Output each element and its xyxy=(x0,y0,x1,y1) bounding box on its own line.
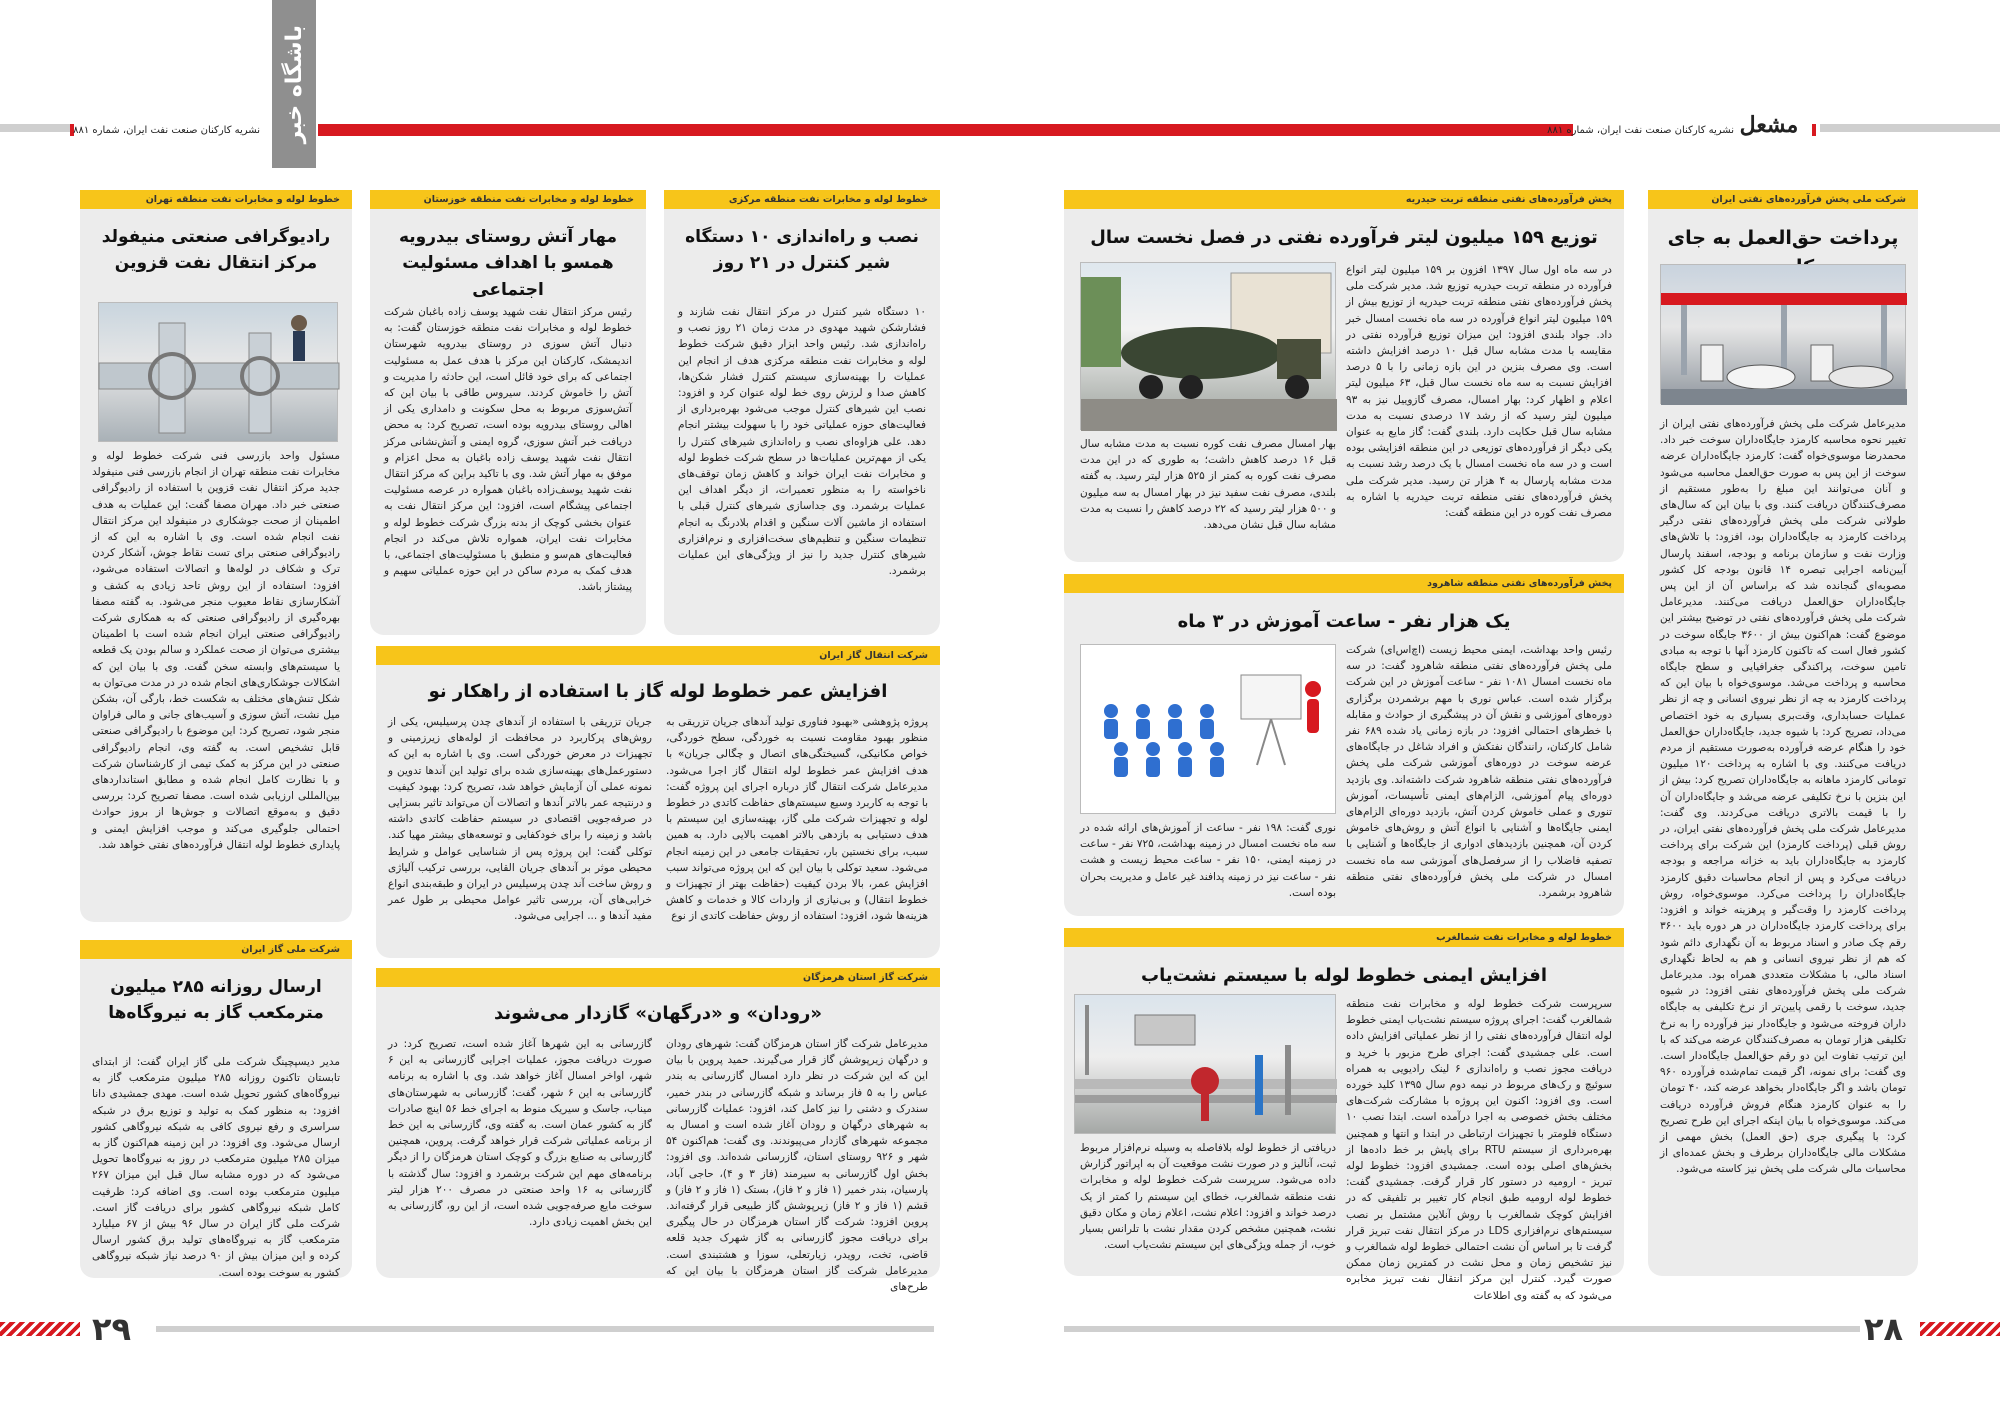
footer-rule-right xyxy=(1064,1326,1860,1332)
article-category: خطوط لوله و مخابرات نفت شمالغرب xyxy=(1064,928,1624,947)
article-category: پخش فرآورده‌های نفتی منطقه تربت حیدریه xyxy=(1064,190,1624,209)
article-title: پرداخت حق‌العمل به جای xyxy=(1667,227,1899,249)
header-rule-right xyxy=(1820,124,2000,132)
article-category: شرکت انتقال گاز ایران xyxy=(376,646,940,665)
training-illustration xyxy=(1080,644,1336,814)
article-body-left: جریان تزریقی با استفاده از آندهای چدن پرسیلیس، یکی از روش‌های پرکاربرد در محافظت از لوله‌های زیرزمینی و تجهیزات در معرض خوردگی است. وی با اشاره به این که دستورعمل‌های بهینه‌سازی شده برای تولید این آندها تدوین و نمونه عملی آن آزمایش خواهد شد، تصریح کرد: بهبود کیفیت و درنتیجه عمر بالاتر آندها و اتصالات آن می‌تواند تاثیر بسزایی در صرفه‌جویی اقتصادی در سیستم حفاظت کاتدی داشته باشد و زمینه را برای خودکفایی و توسعه‌های بیشتر مهیا کند. توکلی گفت: این پروژه پس از شناسایی عوامل و شرایط محیطی موثر بر آندهای جریان القایی، بررسی ترکیب آلیاژی و روش ساخت آند چدن پرسیلیس در ایران و طبقه‌بندی انواع خرابی‌های آن، بررسی تاثیر عوامل محیطی بر طول عمر مفید آندها و ... اجرایی می‌شود. xyxy=(388,716,652,923)
article-body-left: نوری گفت: ۱۹۸ نفر - ساعت از آموزش‌های ارائه شده در سه ماه نخست امسال در زمینه بهداشت، ۷۲۵ نفر - ساعت در زمینه ایمنی، ۱۵۰ نفر - ساعت محیط زیست و هشت نفر - ساعت نیز در زمینه پدافند غیر عامل و مدیریت بحران بوده است. xyxy=(1080,822,1336,899)
article-rudan xyxy=(376,968,940,1294)
article-training xyxy=(1064,574,1624,916)
article-body: مدیرعامل شرکت ملی پخش فرآورده‌های نفتی ایران از تغییر نحوه محاسبه کارمزد جایگاه‌داران سوخت خبر داد. محمدرضا موسوی‌خواه گفت: کارمزد جایگاه‌داران عرضه سوخت از این پس به صورت حق‌العمل محاسبه می‌شود و آنان می‌توانند این مبلغ را به‌طور مستقیم از مصرف‌کنندگان دریافت کنند. وی با بیان این که سال‌های طولانی شرکت ملی پخش فرآورده‌های نفتی درگیر پرداخت کارمزد به جایگاه‌داران بود، افزود: با تلاش‌های وزارت نفت و سازمان برنامه و بودجه، اسفند پارسال آیین‌نامه اجرایی تبصره ۱۴ قانون بودجه کل کشور مصوبه‌ای گنجانده شد که براساس آن از این پس جایگاه‌داران حق‌العمل دریافت می‌کنند. مدیرعامل شرکت ملی پخش فرآورده‌های نفتی در توضیح بیشتر این موضوع گفت: هم‌اکنون بیش از ۳۶۰۰ جایگاه سوخت در کشور فعال است که تاکنون کارمزد آنها با توجه به مبادی تامین سوخت، پراکندگی جغرافیایی و سطح جایگاه محاسبه و پرداخت می‌شد. موسوی‌خواه با بیان این که پرداخت کارمزد به چه‌ از نظر نیروی انسانی و چه از نظر عملیات حسابداری، وقت‌بری بسیاری به خود اختصاص می‌داد، تصریح کرد: با شیوه جدید، جایگاه‌داران حق‌العمل خود را هنگام عرضه فرآورده به‌صورت مستقیم از مردم دریافت می‌کنند. وی با اشاره به پرداخت ۱۲۰ میلیون تومانی کارمزد ماهانه به جایگاه‌داران تصریح کرد: بیش از این بنزین با نرخ تکلیفی عرضه می‌شد و جایگاه‌داران آن را با قیمت بالاتری دریافت می‌کردند. وی گفت: مدیرعامل شرکت ملی پخش فرآورده‌های نفتی ایران، در روش قبلی (پرداخت کارمزد) این شرکت برای پرداخت کارمزد به جایگاه‌داران باید به خزانه مراجعه و بودجه دریافت می‌کرد و پس از انجام محاسبات دقیق کارمزد جایگاه‌داران را پرداخت می‌کرد. موسوی‌خواه، روش پرداخت کارمزد را وقت‌گیر و پرهزینه خواند و افزود: برای پرداخت کارمزد جایگاه‌داران در هر دوره باید ۳۶۰۰ رقم چک صادر و اسناد مربوط به آن نگهداری دائم شود که هم از نظر نیروی انسانی و هم به لحاظ نگهداری اسناد مالی، با مشکلات متعددی همراه بود. مدیرعامل شرکت ملی پخش فرآورده‌های نفتی افزود: در شیوه جدید، سوخت با رقمی پایین‌تر از نرخ تکلیفی به جایگاه داران فروخته می‌شود و جایگاه‌دار نیز فرآورده را به نرخ تکلیفی هزار تومان به مصرف‌کنندگان عرضه می‌کند که با این ترتیب تفاوت این دو رقم حق‌العمل جایگاه‌دار است. وی گفت: برای نمونه، اگر قیمت تمام‌شده فرآورده ۹۶۰ تومان باشد و اگر جایگاه‌دار بخواهد عرضه کند، ۴۰ تومان را به عنوان کارمزد هنگام فروش فرآورده دریافت می‌کند. موسوی‌خواه با بیان اینکه اجرای این طرح تصریح کرد: با پیگیری جری (حق العمل) بخش مهمی از مشکلات مالی جایگاه‌داران برطرف و بخش عمده‌ای از محاسبات مالی شرکت ملی پخش نیز کاسته می‌شود. xyxy=(1660,418,1906,1176)
article-category: خطوط لوله و مخابرات نفت منطقه خوزستان xyxy=(370,190,646,209)
article-title: افزایش عمر خطوط لوله گاز با استفاده از راهکار نو xyxy=(428,681,888,702)
article-body: رئیس مرکز انتقال نفت شهید یوسف زاده باغبان شرکت خطوط لوله و مخابرات نفت منطقه خوزستان گفت: به دنبال آتش سوزی در روستای بیدرویه شهرستان اندیمشک، کارکنان این مرکز با هدف عمل به مسئولیت اجتماعی که برای خود قائل است، این حادثه را مدیریت و آتش را خاموش کردند. سیروس طاقی با بیان این که آتش‌سوزی مربوط به محل سکونت و دامداری یکی از اهالی روستای بیدرویه بوده است، تصریح کرد: به محض دریافت خبر آتش سوزی، گروه ایمنی و آتش‌نشانی مرکز انتقال نفت شهید یوسف زاده باغبان به محل اعزام و موفق به مهار آتش شد. وی با تاکید براین که مرکز انتقال نفت شهید یوسف‌زاده باغبان همواره در عرصه مسئولیت اجتماعی پیشگام است، افزود: این مرکز انتقال نفت به عنوان بخشی کوچک از بدنه بزرگ شرکت خطوط لوله و مخابرات نفت ایران، همواره تلاش می‌کند در انجام فعالیت‌های هم‌سو و منطبق با مسئولیت‌های اجتماعی، با هدف کمک به مردم ساکن در این حوزه عملیاتی سهیم و پیشتاز باشد. xyxy=(384,306,632,594)
article-category: شرکت ملی پخش فرآورده‌های نفتی ایران xyxy=(1648,190,1918,209)
article-title: یک هزار نفر - ساعت آموزش در ۳ ماه xyxy=(1177,611,1511,632)
article-title: افزایش ایمنی خطوط لوله با سیستم نشت‌یاب xyxy=(1141,965,1547,986)
tanker-truck-photo xyxy=(1080,262,1336,430)
article-body-right: مدیرعامل شرکت گاز استان هرمزگان گفت: شهرهای رودان و درگهان زیرپوشش گاز قرار می‌گیرند. حمید پروین با بیان این که این شرکت در نظر دارد امسال گازرسانی به بندر عباس را به ۵ فاز برساند و شبکه گازرسانی در بندر خمیر، سندرک و دشتی را نیز کامل کند، افزود: عملیات گازرسانی به شهرهای درگهان و رودان آغاز شده است و امسال به مجموعه شهرهای گازدار می‌پیوندند. وی گفت: هم‌اکنون ۵۴ شهر و ۹۲۶ روستای استان، گازرسانی شده‌اند. وی افزود: بخش اول گازرسانی به سیرمند (فاز ۳ و ۴)، حاجی آباد، پارسیان، بندر خمیر (۱ فاز و ۲ فاز)، بستک (۱ فاز و ۲ فاز) و قشم (۱ فاز و ۲ فاز) زیرپوشش گاز طبیعی قرار گرفته‌اند. پروین افزود: شرکت گاز استان هرمزگان در حال پیگیری برای دریافت مجوز گازرسانی به گاز شهرک جدید قلعه قاضی، تخت، رویدر، زیارتعلی، سوزا و هشتبندی است. مدیرعامل شرکت گاز استان هرمزگان با بیان این که طرح‌های xyxy=(666,1038,929,1294)
article-wages xyxy=(1648,190,1918,1276)
gas-station-photo xyxy=(1660,264,1906,404)
article-title: ارسال روزانه ۲۸۵ میلیون مترمکعب گاز به نیروگاه‌ها xyxy=(108,977,324,1024)
article-title: رادیوگرافی صنعتی منیفولد مرکز انتقال نفت قزوین xyxy=(101,227,331,274)
article-title: مهار آتش روستای بیدرویه همسو با اهداف مسئولیت اجتماعی xyxy=(398,227,618,300)
manifold-photo xyxy=(98,302,338,442)
section-tab-label: باشگاه خبر xyxy=(281,24,307,144)
article-body: ۱۰ دستگاه شیر کنترل در مرکز انتقال نفت شازند و فشارشکن شهید مهدوی در مدت زمان ۲۱ روز نصب و راه‌اندازی شد. رئیس واحد ابزار دقیق شرکت خطوط لوله و مخابرات نفت منطقه مرکزی هدف از انجام این عملیات را بهینه‌سازی سیستم کنترل فشار شکن‌ها، کاهش صدا و لرزش روی خط لوله عنوان کرد و افزود: نصب این شیرهای کنترل موجب می‌شود بهره‌برداری از فعالیت‌های حوزه عملیاتی خود را با سهولت بیشتر انجام دهد. علی هزاوه‌ای نصب و راه‌اندازی شیرهای کنترل را یکی از مهم‌ترین عملیات‌ها در سطح شرکت خطوط لوله و مخابرات نفت ایران خواند و کاهش زمان توقف‌های ناخواسته را به منظور تعمیرات، از دیگر اهداف این عملیات برشمرد. وی جداسازی شیرهای کنترل قبلی با استفاده از ماشین آلات سنگین و اقدام بلادرنگ به انجام تنظیمات سنگین و تنظیم‌های سخت‌افزاری و نرم‌افزاری شیرهای کنترل جدید را نیز از ویژگی‌های این عملیات برشمرد. xyxy=(678,306,926,578)
article-fire xyxy=(370,190,646,635)
article-category: خطوط لوله و مخابرات نفت منطقه تهران xyxy=(80,190,352,209)
article-body-right: رئیس واحد بهداشت، ایمنی محیط زیست (اچ‌اس‌ای) شرکت ملی پخش فرآورده‌های نفتی منطقه شاهرود گفت: در سه ماه نخست امسال ۱۰۸۱ نفر - ساعت آموزش در این شرکت برگزار شده است. عباس نوری با مهم برشمردن برگزاری دوره‌های آموزشی و نقش آن در پیشگیری از حوادث و مقابله با خطرهای احتمالی افزود: در بازه زمانی یاد شده ۶۸۹ نفر شامل کارکنان، رانندگان نفتکش و افراد شاغل در جایگاه‌های عرضه سوخت در دوره‌های آموزشی شرکت ملی پخش فرآورده‌های نفتی منطقه شاهرود شرکت داشته‌اند. وی بازدید دوره‌ای پیام آموزشی، الزام‌های ایمنی تأسیسات، آموزش تنوری و عملی خاموش کردن آتش، بازدید دوره‌ای الزام‌های ایمنی جایگاه‌ها و آشنایی با انواع آتش و روش‌های خاموش کردن آن، همچنین بازدیدهای ادواری از جایگاه‌ها و آشنایی با تصفیه فاضلاب را از سرفصل‌های آموزشی سه ماه نخست امسال در شرکت ملی پخش فرآورده‌های نفتی منطقه شاهرود برشمرد. xyxy=(1346,644,1613,900)
article-gas-pipeline xyxy=(376,646,940,958)
article-category: شرکت گاز استان هرمزگان xyxy=(376,968,940,987)
article-gas-plants xyxy=(80,940,352,1278)
article-body: مسئول واحد بازرسی فنی شرکت خطوط لوله و مخابرات نفت منطقه تهران از انجام بازرسی فنی منیفولد جدید مرکز انتقال نفت قزوین با استفاده از رادیوگرافی صنعتی خبر داد. مهران مصفا گفت: این عملیات به هدف اطمینان از صحت جوشکاری در منیفولد این مرکز انتقال نفت انجام شده است. وی با اشاره به این که از رادیوگرافی صنعتی برای تست نقاط جوش، آشکار کردن ترک و شکاف در لوله‌ها و اتصالات استفاده می‌شود، افزود: استفاده از این روش تاحد زیادی به کشف و آشکارسازی نقاط معیوب منجر می‌شود. به گفته مصفا بهره‌گیری از رادیوگرافی صنعتی که به همکاری شرکت رادیوگرافی صنعتی ایران انجام شده است با اطمینان بیشتری می‌توان از صحت عملکرد و سالم بودن یک قطعه یا سیستم‌های وابسته سخن گفت. وی با بیان این که اشکالات جوشکاری‌های انجام شده در در مدت می‌توان به شکل تنش‌های مختلف به شکست خط، بارگی آن، بشکن میل نشت، آتش سوزی و آسیب‌های جانی و مالی فراوان منجر شود، تصریح کرد: این موضوع با رادیوگرافی صنعتی قابل تشخیص است. به گفته وی، انجام رادیوگرافی صنعتی در این مرکز به کمک تیمی از کارشناسان شرکت و با نظارت کامل انجام شده و مطابق استانداردهای بین‌المللی ارزیابی شده است. مصفا تصریح کرد: بررسی دقیق و به‌موقع اتصالات و جوش‌ها از بروز حوادث احتمالی جلوگیری می‌کند و موجب افزایش ایمنی و پایداری خطوط لوله انتقال فرآورده‌های نفتی خواهد شد. xyxy=(92,450,340,851)
article-category: شرکت ملی گاز ایران xyxy=(80,940,352,959)
header-red-bar-center xyxy=(318,124,1573,136)
article-category: خطوط لوله و مخابرات نفت منطقه مرکزی xyxy=(664,190,940,209)
article-title: «رودان» و «درگهان» گازدار می‌شوند xyxy=(493,1003,823,1024)
section-tab xyxy=(272,0,316,168)
article-pipeline-safety xyxy=(1064,928,1624,1302)
footer-stripe-left xyxy=(0,1322,80,1336)
header-publication-left: نشریه کارکنان صنعت نفت ایران، شماره ۸۸۱ xyxy=(73,125,260,136)
article-category: پخش فرآورده‌های نفتی منطقه شاهرود xyxy=(1064,574,1624,593)
article-body-right: پروژه پژوهشی «بهبود فناوری تولید آندهای جریان تزریقی به منظور بهبود مقاومت نسبت به خوردگی، سطح خوردگی، خواص مکانیکی، گسیختگی‌های اتصال و چگالی جریان» با هدف افزایش عمر خطوط لوله انتقال گاز اجرا می‌شود. مدیرعامل شرکت انتقال گاز درباره اجرای این پروژه گفت: با توجه به کاربرد وسیع سیستم‌های حفاظت کاتدی در خطوط لوله و تجهیزات شرکت ملی گاز، بهینه‌سازی این سیستم با هدف دستیابی به بازدهی بالاتر اهمیت بالایی دارد. به همین سبب، برای نخستین بار، تحقیقات جامعی در این زمینه انجام می‌شود. سعید توکلی با بیان این که این پروژه می‌تواند سبب افزایش عمر، بالا بردن کیفیت (حفاظت بهتر از تجهیزات و خطوط انتقال) و بی‌نیازی از واردات کالا و خدمات و کاهش هزینه‌ها شود، افزود: استفاده از روش حفاظت کاتدی از نوع xyxy=(666,716,928,923)
article-title: نصب و راه‌اندازی ۱۰ دستگاه شیر کنترل در ۲۱ روز xyxy=(685,227,919,274)
article-valves xyxy=(664,190,940,635)
article-body: مدیر دیسپچینگ شرکت ملی گاز ایران گفت: از ابتدای تابستان تاکنون روزانه ۲۸۵ میلیون مترمکعب گاز به نیروگاه‌های کشور تحویل شده است. مهدی جمشیدی دانا افزود: به منظور کمک به تولید و توزیع برق در شبکه سراسری و رفع نیروی کافی به شبکه نیروگاهی کشور ارسال می‌شود. وی افزود: در این زمینه هم‌اکنون گاز به میزان ۲۸۵ میلیون مترمکعب در روز به نیروگاه‌ها تحویل می‌شود که در دوره مشابه سال قبل این میزان ۲۶۷ میلیون مترمکعب بوده است. وی اضافه کرد: ظرفیت کامل شبکه نیروگاهی کشور برای دریافت گاز است. شرکت ملی گاز ایران در سال ۹۶ بیش از ۶۷ میلیارد مترمکعب گاز به نیروگاه‌های تولید برق کشور ارسال کرده و این میزان بیش از ۹۰ درصد نیاز شبکه نیروگاهی کشور به سوخت بوده است. xyxy=(92,1056,340,1279)
article-distribution xyxy=(1064,190,1624,562)
article-body-right: سرپرست شرکت خطوط لوله و مخابرات نفت منطقه شمالغرب گفت: اجرای پروژه سیستم نشت‌یاب ایمنی خطوط لوله انتقال فرآورده‌های نفتی را از نظر عملیاتی افزایش داده است. علی جمشیدی گفت: اجرای طرح مزبور با خرید و دریافت مجوز نصب و راه‌اندازی ۶ لینک رادیویی به همراه سوئیچ و رک‌های مربوط در نیمه دوم سال ۱۳۹۵ کلید خورده است. وی افزود: اکنون این پروژه با مشارکت شرکت‌های مختلف بخش خصوصی به اجرا درآمده است. ابتدا نصب ۱۰ دستگاه فلومتر با تجهیزات ارتباطی در ابتدا و انتها و همچنین بهره‌برداری از سیستم RTU برای پایش بر خط داده‌ها از بخش‌های اصلی بوده است. جمشیدی افزود: خطوط لوله تبریز - ارومیه در دستور کار قرار گرفت. جمشیدی گفت: خطوط لوله ارومیه طبق انجام کار تغییر بر تلفیقی که در افزایش کوچک شمالغرب با روش آنلاین مشتمل بر نصب سیستم‌های نرم‌افزاری LDS در مرکز انتقال نفت تبریز قرار گرفت تا بر اساس آن نشت احتمالی خطوط لوله شمالغرب و نیز تشخیص زمان و محل نشت در کمترین زمان ممکن صورت گیرد. کنترل این مرکز انتقال نفت تبریز مخابره می‌شود که به گفته وی اطلاعات xyxy=(1346,998,1613,1302)
header-rule-left xyxy=(0,124,70,132)
header-publication-right: نشریه کارکنان صنعت نفت ایران، شماره ۸۸۱ xyxy=(1547,125,1734,136)
article-radiography xyxy=(80,190,352,922)
article-body-left: دریافتی از خطوط لوله بلافاصله به وسیله نرم‌افزار مربوط ثبت، آنالیز و در صورت نشت موقعیت آن به اپراتور گزارش داده می‌شود. سرپرست شرکت خطوط لوله و مخابرات نفت منطقه شمالغرب، خطای این سیستم را کمتر از یک درصد خواند و افزود: اعلام نشت، اعلام زمان و مکان دقیق نشت، همچنین مشخص کردن مقدار نشت با تلرانس بسیار خوب، از جمله ویژگی‌های این سیستم نشت‌یاب است. xyxy=(1080,1142,1336,1252)
article-body-right: در سه ماه اول سال ۱۳۹۷ افزون بر ۱۵۹ میلیون لیتر انواع فرآورده در منطقه تربت حیدریه توزیع شد. مدیر شرکت ملی پخش فرآورده‌های نفتی منطقه تربت حیدریه از توزیع بیش از ۱۵۹ میلیون لیتر انواع فرآورده در سه ماه نخست امسال خبر داد. جواد بلندی افزود: این میزان توزیع فرآورده نفتی در مقایسه با مدت مشابه سال قبل ۱۰ درصد افزایش داشته است. وی مصرف بنزین در این بازه زمانی را با ۵ درصد افزایش نسبت به سه ماه نخست سال قبل، ۶۳ میلیون لیتر اعلام و اظهار کرد: بهار امسال، مصرف گازوییل نیز به ۹۳ میلیون لیتر رسید که از رشد ۱۷ درصدی نسبت به مدت مشابه سال قبل حکایت دارد. بلندی گفت: گاز مایع به عنوان یکی دیگر از فرآورده‌های توزیعی در این منطقه افزایشی بوده است و در سه ماه نخست امسال با یک درصد رشد نسبت به مدت مشابه پارسال به ۴ هزار تن رسید. مدیر شرکت ملی پخش فرآورده‌های نفتی منطقه تربت حیدریه با اشاره به مصرف نفت کوره در این منطقه گفت: xyxy=(1346,264,1613,520)
article-title: توزیع ۱۵۹ میلیون لیتر فرآورده نفتی در فصل نخست سال xyxy=(1090,227,1598,248)
article-body-left: گازرسانی به این شهرها آغاز شده است، تصریح کرد: در صورت دریافت مجوز، عملیات اجرایی گازرسانی به این ۶ شهر، اواخر امسال آغاز خواهد شد. وی با اشاره به برنامه گازرسانی به این ۶ شهر، گفت: گازرسانی به شهرستان‌های میناب، جاسک و سیریک منوط به اجرای خط ۵۶ اینچ صادرات گاز به کشور عمان است. به گفته وی، گازرسانی به این خط از برنامه عملیاتی شرکت قرار خواهد گرفت. پروین، همچنین گازرسانی به صنایع بزرگ و کوچک استان هرمزگان را از دیگر برنامه‌های مهم این شرکت برشمرد و افزود: سال گذشته با گازرسانی به ۱۶ واحد صنعتی در مصرف ۲۰۰ هزار لیتر سوخت مایع صرفه‌جویی شده است، از این رو، گازرسانی به این بخش اهمیت زیادی دارد. xyxy=(388,1038,653,1229)
header-red-bar-right xyxy=(1812,124,1816,136)
article-body-left: بهار امسال مصرف نفت کوره نسبت به مدت مشابه سال قبل ۱۶ درصد کاهش داشت؛ به طوری که در این مدت مصرف نفت کوره به کمتر از ۵۲۵ هزار لیتر رسید. به گفته بلندی، مصرف نفت سفید نیز در بهار امسال به سه میلیون و ۵۰۰ هزار لیتر رسید که ۲۲ درصد کاهش را نسبت به مدت مشابه سال قبل نشان می‌دهد. xyxy=(1080,438,1337,532)
footer-rule-left xyxy=(156,1326,934,1332)
page-number-left: ۲۹ xyxy=(92,1310,132,1348)
footer-stripe-right xyxy=(1920,1322,2000,1336)
page-number-right: ۲۸ xyxy=(1864,1310,1904,1348)
pipeline-station-photo xyxy=(1074,994,1336,1134)
magazine-logo: مشعل xyxy=(1739,112,1799,138)
